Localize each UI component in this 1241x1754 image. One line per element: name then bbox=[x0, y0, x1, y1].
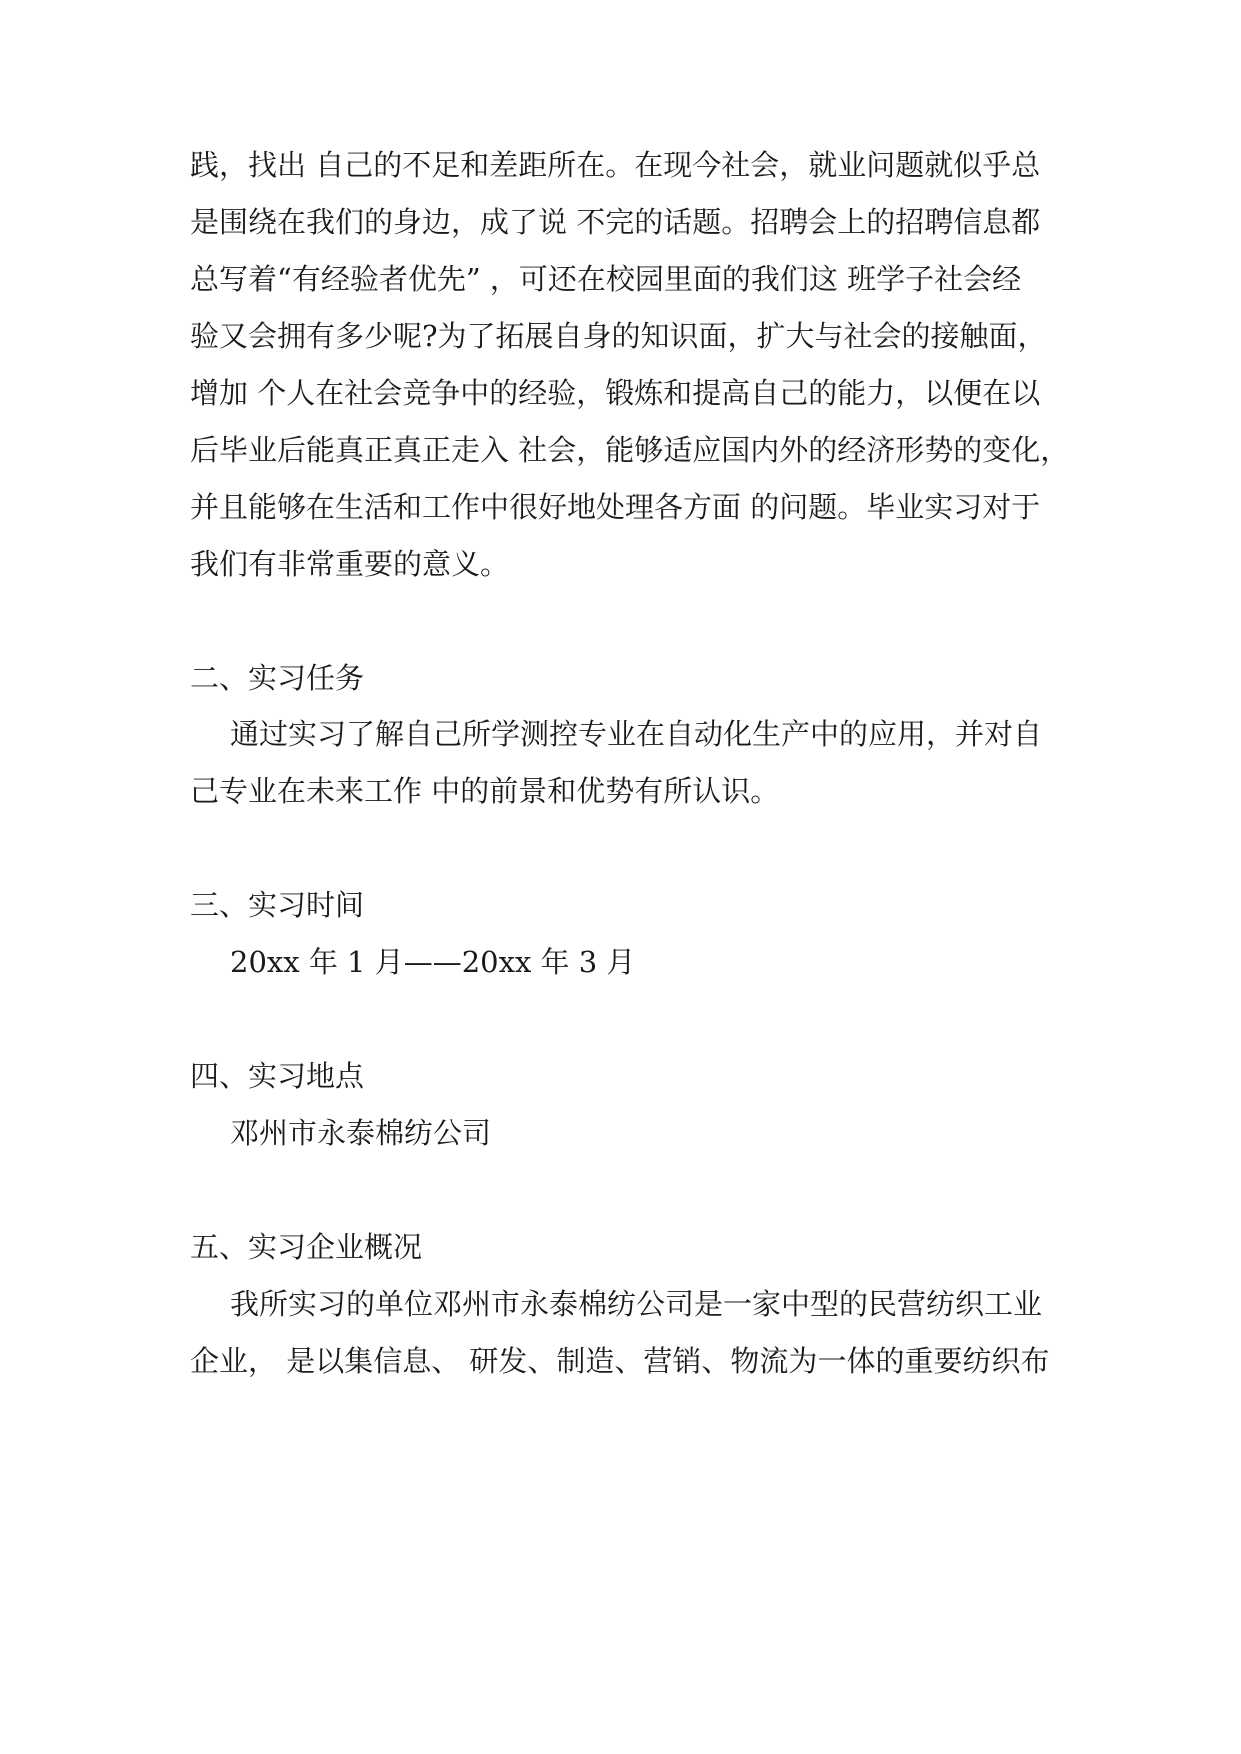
intro-line-2: 是围绕在我们的身边，成了说 不完的话题。招聘会上的招聘信息都 bbox=[190, 205, 1041, 239]
time-line-1: 20xx 年 1 月——20xx 年 3 月 bbox=[230, 945, 636, 979]
section-heading-time: 三、实习时间 bbox=[190, 888, 365, 922]
intro-line-8: 我们有非常重要的意义。 bbox=[190, 547, 510, 581]
intro-line-6: 后毕业后能真正真正走入 社会，能够适应国内外的经济形势的变化， bbox=[190, 433, 1070, 467]
task-line-1: 通过实习了解自己所学测控专业在自动化生产中的应用，并对自 bbox=[230, 717, 1043, 751]
intro-line-5: 增加 个人在社会竞争中的经验，锻炼和提高自己的能力，以便在以 bbox=[190, 376, 1041, 410]
section-heading-location: 四、实习地点 bbox=[190, 1059, 365, 1093]
intro-line-7: 并且能够在生活和工作中很好地处理各方面 的问题。毕业实习对于 bbox=[190, 490, 1041, 524]
section-heading-task: 二、实习任务 bbox=[190, 661, 365, 695]
task-line-2: 己专业在未来工作 中的前景和优势有所认识。 bbox=[190, 774, 780, 808]
intro-line-4: 验又会拥有多少呢?为了拓展自身的知识面，扩大与社会的接触面， bbox=[190, 319, 1047, 353]
intro-line-3: 总写着“有经验者优先” ，可还在校园里面的我们这 班学子社会经 bbox=[190, 262, 1022, 296]
section-heading-company: 五、实习企业概况 bbox=[190, 1230, 423, 1264]
intro-line-1: 践，找出 自己的不足和差距所在。在现今社会，就业问题就似乎总 bbox=[190, 148, 1041, 182]
company-line-1: 我所实习的单位邓州市永泰棉纺公司是一家中型的民营纺织工业 bbox=[230, 1287, 1043, 1321]
location-line-1: 邓州市永泰棉纺公司 bbox=[230, 1116, 492, 1150]
company-line-2: 企业， 是以集信息、 研发、制造、营销、物流为一体的重要纺织布 bbox=[190, 1344, 1050, 1378]
